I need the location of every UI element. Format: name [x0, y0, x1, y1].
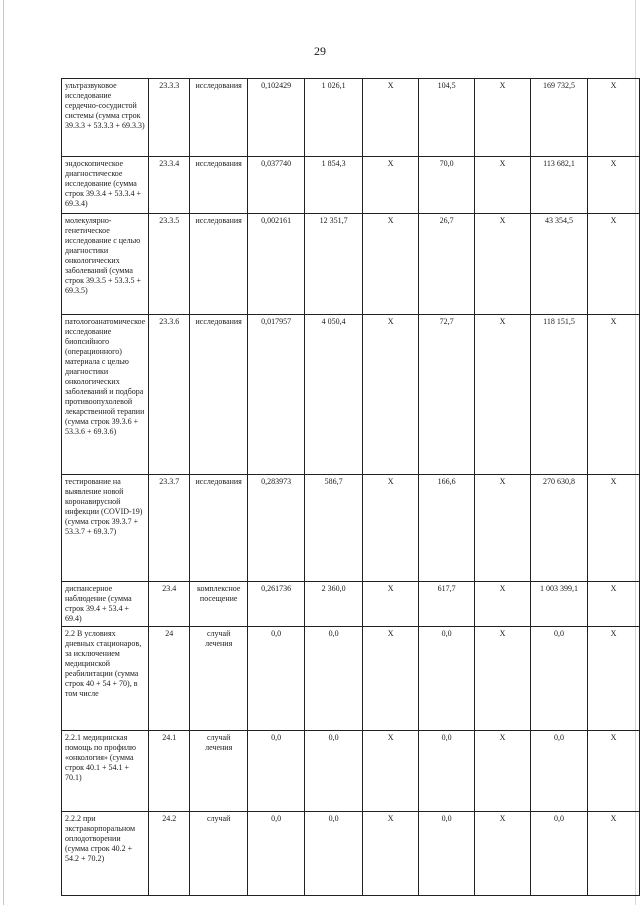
row-col-3: X: [475, 315, 531, 475]
row-name: диспансерное наблюдение (сумма строк 39.4 + 53.4 + 69.4): [62, 582, 149, 627]
row-name: ультразвуковое исследование сердечно-сосудистой системы (сумма строк 39.3.3 + 53.3.3 + 69.3.3): [62, 79, 149, 157]
row-cost: 1 854,3: [305, 157, 363, 214]
row-col-1: X: [363, 812, 419, 896]
row-col-2: 617,7: [419, 582, 475, 627]
row-code: 24.2: [149, 812, 190, 896]
row-cost: 2 360,0: [305, 582, 363, 627]
row-code: 23.3.7: [149, 475, 190, 582]
row-col-4: 43 354,5: [531, 214, 588, 315]
row-code: 23.4: [149, 582, 190, 627]
row-col-3: X: [475, 475, 531, 582]
row-col-1: X: [363, 582, 419, 627]
row-code: 23.3.4: [149, 157, 190, 214]
row-norm: 0,0: [248, 731, 305, 812]
row-col-5: X: [587, 214, 639, 315]
table-row: [62, 812, 640, 896]
row-col-4: 0,0: [531, 627, 588, 731]
row-col-2: 0,0: [419, 812, 475, 896]
row-unit: исследования: [190, 475, 248, 582]
row-cost: 0,0: [305, 627, 363, 731]
row-code: 23.3.6: [149, 315, 190, 475]
row-unit: исследования: [190, 79, 248, 157]
row-col-1: X: [363, 157, 419, 214]
table-row: [62, 214, 640, 315]
row-cost: 4 050,4: [305, 315, 363, 475]
row-name: 2.2 В условиях дневных стационаров, за исключением медицинской реабилитации (сумма строк 40 + 54 + 70), в том числе: [62, 627, 149, 731]
row-code: 23.3.3: [149, 79, 190, 157]
row-col-1: X: [363, 475, 419, 582]
row-col-4: 270 630,8: [531, 475, 588, 582]
table-row: [62, 315, 640, 475]
row-col-3: X: [475, 157, 531, 214]
scan-edge-left: [3, 0, 4, 905]
row-cost: 1 026,1: [305, 79, 363, 157]
row-col-4: 118 151,5: [531, 315, 588, 475]
row-unit: комплексное посещение: [190, 582, 248, 627]
row-col-5: X: [587, 157, 639, 214]
row-col-1: X: [363, 731, 419, 812]
row-unit: исследования: [190, 214, 248, 315]
row-unit: исследования: [190, 157, 248, 214]
row-col-1: X: [363, 79, 419, 157]
row-norm: 0,037740: [248, 157, 305, 214]
row-col-3: X: [475, 79, 531, 157]
row-col-3: X: [475, 812, 531, 896]
row-norm: 0,0: [248, 812, 305, 896]
row-col-4: 169 732,5: [531, 79, 588, 157]
row-col-5: X: [587, 315, 639, 475]
table-row: [62, 627, 640, 731]
page-number: 29: [314, 44, 326, 58]
row-col-2: 70,0: [419, 157, 475, 214]
row-unit: случай: [190, 812, 248, 896]
row-col-2: 166,6: [419, 475, 475, 582]
row-cost: 0,0: [305, 812, 363, 896]
table-row: [62, 157, 640, 214]
row-name: патологоанатомическое исследование биопсийного (операционного) материала с целью диагностики онкологических заболеваний и подбора противоопухолевой лекарственной терапии (сумма строк 39.3.6 + 53.3.6 + 69.3.6): [62, 315, 149, 475]
row-code: 24.1: [149, 731, 190, 812]
row-col-5: X: [587, 582, 639, 627]
row-col-4: 0,0: [531, 812, 588, 896]
row-norm: 0,261736: [248, 582, 305, 627]
row-col-5: X: [587, 812, 639, 896]
row-col-3: X: [475, 582, 531, 627]
row-col-2: 0,0: [419, 731, 475, 812]
row-code: 23.3.5: [149, 214, 190, 315]
table-row: [62, 475, 640, 582]
table-row: [62, 79, 640, 157]
row-code: 24: [149, 627, 190, 731]
table-row: [62, 582, 640, 627]
row-unit: исследования: [190, 315, 248, 475]
row-col-3: X: [475, 627, 531, 731]
row-unit: случай лечения: [190, 731, 248, 812]
row-col-5: X: [587, 475, 639, 582]
row-col-2: 72,7: [419, 315, 475, 475]
row-norm: 0,002161: [248, 214, 305, 315]
tariff-table: [61, 78, 640, 896]
row-col-5: X: [587, 731, 639, 812]
row-col-5: X: [587, 79, 639, 157]
row-col-3: X: [475, 214, 531, 315]
row-col-2: 26,7: [419, 214, 475, 315]
row-col-1: X: [363, 315, 419, 475]
row-name: 2.2.2 при экстракорпоральном оплодотворении (сумма строк 40.2 + 54.2 + 70.2): [62, 812, 149, 896]
row-cost: 12 351,7: [305, 214, 363, 315]
row-col-4: 0,0: [531, 731, 588, 812]
row-name: тестирование на выявление новой коронавирусной инфекции (COVID-19) (сумма строк 39.3.7 + 53.3.7 + 69.3.7): [62, 475, 149, 582]
row-norm: 0,283973: [248, 475, 305, 582]
row-norm: 0,102429: [248, 79, 305, 157]
row-col-2: 104,5: [419, 79, 475, 157]
row-cost: 0,0: [305, 731, 363, 812]
row-col-5: X: [587, 627, 639, 731]
row-cost: 586,7: [305, 475, 363, 582]
row-col-1: X: [363, 627, 419, 731]
row-norm: 0,0: [248, 627, 305, 731]
row-col-4: 113 682,1: [531, 157, 588, 214]
row-norm: 0,017957: [248, 315, 305, 475]
table-row: [62, 731, 640, 812]
row-col-4: 1 003 399,1: [531, 582, 588, 627]
row-col-3: X: [475, 731, 531, 812]
row-name: 2.2.1 медицинская помощь по профилю «онкология» (сумма строк 40.1 + 54.1 + 70.1): [62, 731, 149, 812]
row-name: эндоскопическое диагностическое исследование (сумма строк 39.3.4 + 53.3.4 + 69.3.4): [62, 157, 149, 214]
row-col-1: X: [363, 214, 419, 315]
row-name: молекулярно-генетическое исследование с целью диагностики онкологических заболеваний (сумма строк 39.3.5 + 53.3.5 + 69.3.5): [62, 214, 149, 315]
row-unit: случай лечения: [190, 627, 248, 731]
row-col-2: 0,0: [419, 627, 475, 731]
